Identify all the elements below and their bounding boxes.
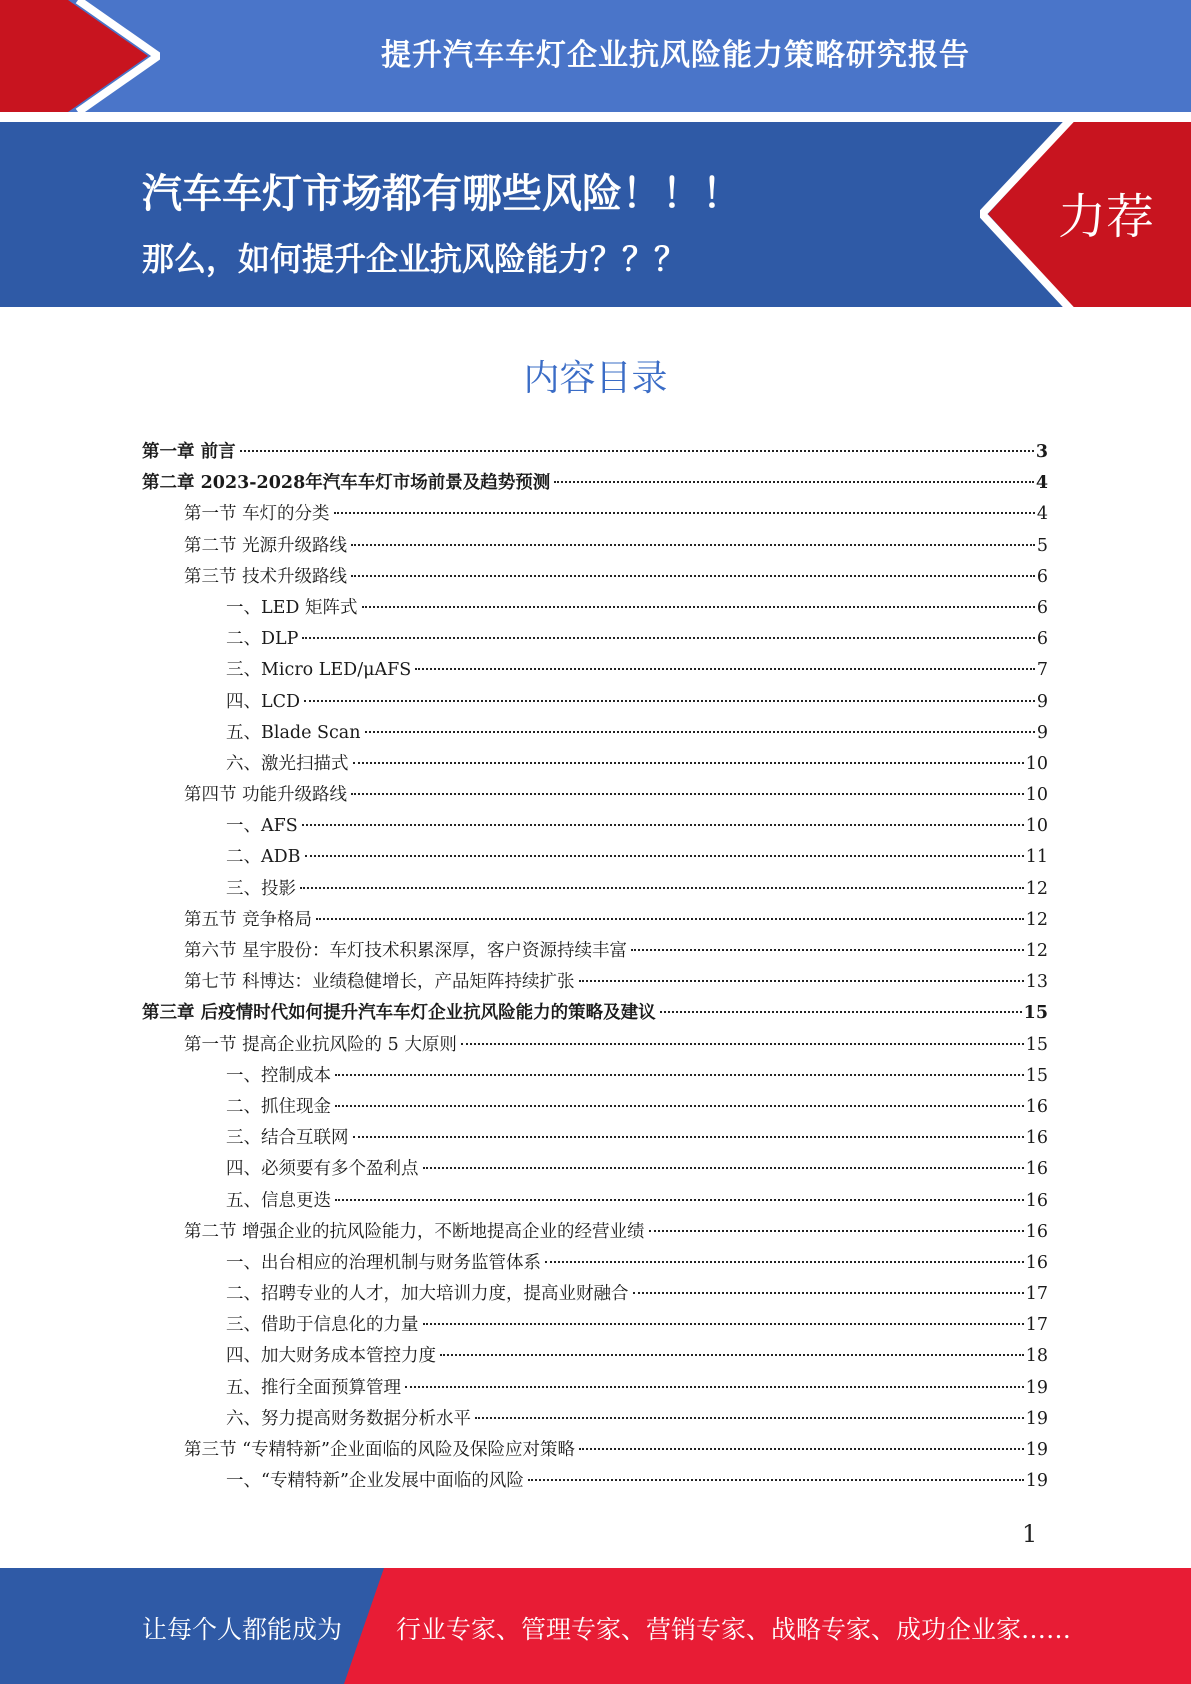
toc-entry-page: 17 [1025,1284,1048,1305]
toc-dot-leader [415,668,1035,670]
toc-entry-page: 13 [1025,972,1048,993]
toc-dot-leader [353,1136,1024,1138]
toc-entry[interactable] [142,718,1048,749]
toc-entry-page: 9 [1036,722,1048,743]
toc-entry-label: 第一章 前言 [142,442,236,462]
toc-entry[interactable] [142,499,1048,530]
toc-entry-label: 第三节 技术升级路线 [184,566,348,587]
toc-entry-page: 19 [1025,1408,1048,1429]
toc-entry[interactable] [142,1217,1048,1248]
toc-entry-label: 第二章 2023-2028年汽车车灯市场前景及趋势预测 [142,473,551,494]
toc-title: 内容目录 [523,358,668,399]
toc-entry[interactable] [142,1186,1048,1217]
toc-entry-label: 第三章 后疫情时代如何提升汽车车灯企业抗风险能力的策略及建议 [142,1003,656,1024]
toc-dot-leader [649,1230,1024,1232]
footer-banner [0,1568,1191,1684]
toc-entry[interactable] [142,1341,1048,1372]
toc-dot-leader [300,887,1024,889]
toc-dot-leader [633,1292,1024,1294]
footer-slogan-roles: 行业专家、管理专家、营销专家、战略专家、成功企业家…… [396,1615,1072,1644]
toc-entry-page: 19 [1025,1471,1048,1492]
toc-entry-page: 6 [1036,629,1048,650]
toc-dot-leader [461,1043,1024,1045]
toc-entry[interactable] [142,1466,1048,1497]
toc-entry[interactable] [142,531,1048,562]
toc-entry-page: 16 [1025,1221,1048,1242]
toc-entry[interactable] [142,874,1048,905]
toc-entry-label: 六、努力提高财务数据分析水平 [226,1408,471,1429]
toc-entry-label: 第三节 “专精特新”企业面临的风险及保险应对策略 [184,1440,575,1460]
toc-dot-leader [335,1074,1024,1076]
toc-entry-page: 5 [1036,535,1048,556]
toc-entry-page: 9 [1036,691,1048,712]
toc-entry[interactable] [142,905,1048,936]
footer-slogan-lead: 让每个人都能成为 [142,1615,343,1644]
toc-entry[interactable] [142,1092,1048,1123]
toc-entry[interactable] [142,967,1048,998]
toc-entry-label: 四、加大财务成本管控力度 [226,1346,436,1367]
toc-entry[interactable] [142,811,1048,842]
toc-entry-label: 第二节 光源升级路线 [184,535,348,556]
toc-entry-page: 16 [1025,1252,1048,1273]
toc-entry-page: 16 [1025,1128,1048,1149]
toc-dot-leader [351,793,1024,795]
toc-entry-page: 10 [1025,753,1048,774]
toc-dot-leader [660,1011,1022,1013]
toc-entry-page: 15 [1025,1065,1048,1086]
hero-subheadline: 那么，如何提升企业抗风险能力？？？ [142,240,687,278]
toc-entry[interactable] [142,780,1048,811]
toc-entry-page: 12 [1025,941,1048,961]
toc-entry[interactable] [142,624,1048,655]
toc-entry-page: 15 [1023,1003,1048,1024]
toc-list [142,437,1048,1497]
toc-entry[interactable] [142,1404,1048,1435]
page-number: 1 [1022,1520,1038,1548]
toc-dot-leader [353,762,1024,764]
toc-entry-page: 10 [1025,816,1048,837]
toc-dot-leader [302,637,1034,639]
toc-entry[interactable] [142,936,1048,967]
toc-entry[interactable] [142,1248,1048,1279]
report-title: 提升汽车车灯企业抗风险能力策略研究报告 [381,38,970,73]
toc-entry-label: 二、招聘专业的人才，加大培训力度，提高业财融合 [226,1284,629,1305]
toc-dot-leader [334,512,1035,514]
toc-entry-label: 五、推行全面预算管理 [226,1377,401,1398]
toc-entry-label: 第一节 提高企业抗风险的 5 大原则 [184,1034,457,1055]
toc-dot-leader [423,1323,1024,1325]
toc-entry-page: 19 [1025,1440,1048,1460]
toc-entry-page: 16 [1025,1096,1048,1117]
toc-entry-label: 第七节 科博达：业绩稳健增长，产品矩阵持续扩张 [184,972,575,993]
toc-entry-page: 7 [1036,660,1048,681]
toc-dot-leader [440,1354,1024,1356]
toc-dot-leader [545,1261,1024,1263]
toc-entry-page: 6 [1036,566,1048,587]
toc-dot-leader [351,544,1035,546]
toc-entry-label: 五、Blade Scan [226,722,361,743]
toc-entry-label: 二、抓住现金 [226,1096,331,1117]
toc-dot-leader [423,1167,1024,1169]
toc-dot-leader [554,481,1034,483]
toc-entry[interactable] [142,1154,1048,1185]
toc-entry-label: 一、AFS [226,816,298,837]
toc-dot-leader [405,1386,1024,1388]
hero-headline: 汽车车灯市场都有哪些风险！！！ [142,171,742,217]
toc-entry-page: 19 [1025,1377,1048,1398]
toc-entry-page: 12 [1025,909,1048,930]
toc-entry[interactable] [142,1435,1048,1466]
toc-dot-leader [316,918,1024,920]
toc-entry-page: 4 [1035,473,1048,494]
toc-dot-leader [240,450,1034,452]
toc-entry-label: 三、借助于信息化的力量 [226,1315,419,1336]
toc-entry-label: 一、“专精特新”企业发展中面临的风险 [226,1471,524,1492]
toc-entry-label: 三、Micro LED/μAFS [226,660,412,681]
toc-entry-label: 二、DLP [226,629,299,650]
toc-dot-leader [362,606,1035,608]
toc-dot-leader [305,855,1024,857]
toc-entry-page: 17 [1025,1315,1048,1336]
toc-dot-leader [335,1199,1024,1201]
toc-dot-leader [579,980,1024,982]
toc-entry[interactable] [142,437,1048,468]
toc-entry[interactable] [142,1030,1048,1061]
toc-entry-page: 15 [1025,1034,1048,1055]
toc-entry-page: 16 [1025,1190,1048,1211]
toc-entry-label: 一、LED 矩阵式 [226,597,358,618]
toc-entry-page: 16 [1025,1159,1048,1180]
toc-entry[interactable] [142,562,1048,593]
toc-dot-leader [475,1417,1024,1419]
toc-entry-page: 10 [1025,785,1048,806]
toc-entry-page: 6 [1036,597,1048,618]
toc-dot-leader [351,575,1035,577]
toc-entry-label: 第六节 星宇股份：车灯技术积累深厚，客户资源持续丰富 [184,941,628,961]
toc-entry[interactable] [142,1373,1048,1404]
recommend-badge-label: 力荐 [1058,189,1155,245]
toc-entry-page: 12 [1025,878,1048,899]
hero-banner [0,122,1191,307]
toc-entry[interactable] [142,687,1048,718]
toc-entry-label: 第二节 增强企业的抗风险能力，不断地提高企业的经营业绩 [184,1221,645,1242]
toc-entry-label: 六、激光扫描式 [226,753,349,774]
report-header-band [0,0,1191,112]
toc-entry-label: 一、出台相应的治理机制与财务监管体系 [226,1252,541,1273]
toc-entry-page: 18 [1025,1346,1048,1367]
toc-entry-label: 一、控制成本 [226,1065,331,1086]
toc-entry[interactable] [142,749,1048,780]
toc-entry-label: 第一节 车灯的分类 [184,504,330,525]
toc-entry-label: 第四节 功能升级路线 [184,785,348,806]
toc-entry[interactable] [142,1279,1048,1310]
toc-dot-leader [528,1479,1024,1481]
toc-entry-label: 五、信息更迭 [226,1190,331,1211]
toc-dot-leader [304,700,1035,702]
toc-entry-label: 四、LCD [226,691,301,712]
toc-entry-page: 11 [1025,847,1048,868]
toc-entry-label: 四、必须要有多个盈利点 [226,1159,419,1180]
toc-dot-leader [365,731,1035,733]
toc-dot-leader [631,949,1024,951]
toc-entry[interactable] [142,1061,1048,1092]
toc-entry[interactable] [142,655,1048,686]
toc-entry-page: 4 [1036,504,1048,525]
toc-entry[interactable] [142,842,1048,873]
toc-dot-leader [579,1448,1024,1450]
toc-entry-label: 三、结合互联网 [226,1128,349,1149]
red-chevron-icon [0,0,160,112]
toc-dot-leader [335,1105,1024,1107]
toc-dot-leader [302,824,1024,826]
toc-entry-label: 二、ADB [226,847,301,868]
toc-entry[interactable] [142,593,1048,624]
toc-entry[interactable] [142,1123,1048,1154]
toc-entry[interactable] [142,998,1048,1029]
toc-entry[interactable] [142,468,1048,499]
toc-entry[interactable] [142,1310,1048,1341]
toc-entry-label: 第五节 竞争格局 [184,909,313,930]
toc-entry-label: 三、投影 [226,878,296,899]
toc-entry-page: 3 [1035,442,1048,462]
